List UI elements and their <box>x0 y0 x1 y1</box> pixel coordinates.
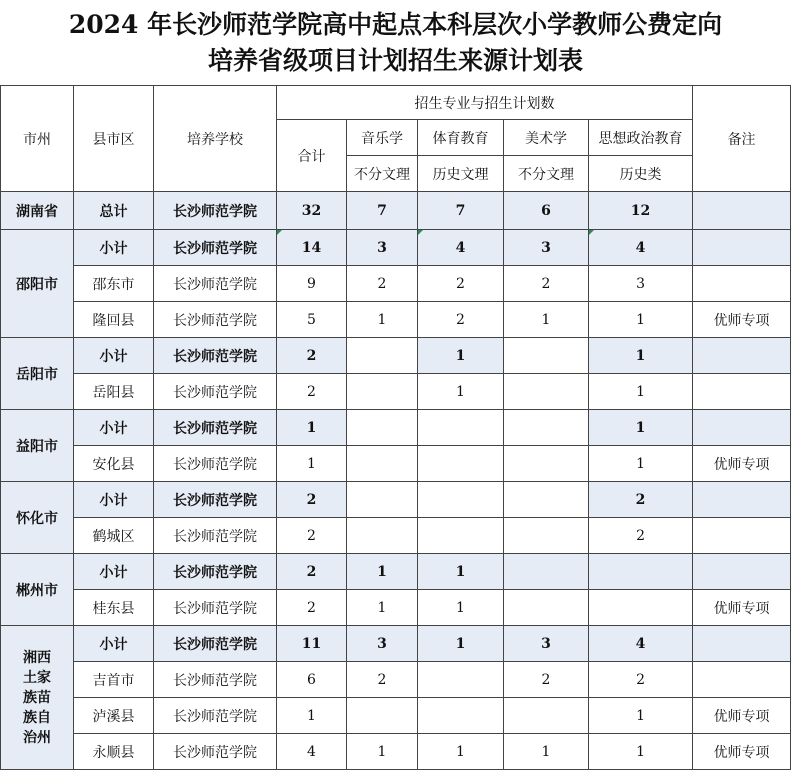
total-cell: 14 <box>277 230 347 266</box>
remark-cell <box>693 518 791 554</box>
remark-cell <box>693 230 791 266</box>
title-line-1: 2024 年长沙师范学院高中起点本科层次小学教师公费定向 <box>68 9 723 39</box>
county-row <box>1 266 791 302</box>
county-cell: 永顺县 <box>74 734 154 770</box>
county-cell: 小计 <box>74 482 154 518</box>
school-cell: 长沙师范学院 <box>154 302 277 338</box>
total-cell: 9 <box>277 266 347 302</box>
province-remark <box>693 192 791 230</box>
art-cell <box>504 482 589 518</box>
county-row <box>1 446 791 482</box>
city-name-text: 湘西土家族苗族自治州 <box>23 649 51 746</box>
county-cell: 小计 <box>74 338 154 374</box>
pe-cell: 1 <box>418 374 504 410</box>
total-cell: 1 <box>277 446 347 482</box>
art-cell <box>504 374 589 410</box>
pe-cell <box>418 662 504 698</box>
art-cell <box>504 590 589 626</box>
header-track-pe: 历史文理 <box>418 156 504 192</box>
school-cell: 长沙师范学院 <box>154 626 277 662</box>
school-cell: 长沙师范学院 <box>154 410 277 446</box>
county-row <box>1 590 791 626</box>
header-total: 合计 <box>277 120 347 192</box>
music-cell <box>347 698 418 734</box>
remark-cell <box>693 266 791 302</box>
politics-cell: 1 <box>589 302 693 338</box>
city-name <box>1 626 74 770</box>
province-politics: 12 <box>589 192 693 230</box>
header-major-art: 美术学 <box>504 120 589 156</box>
county-cell: 小计 <box>74 230 154 266</box>
total-cell: 1 <box>277 698 347 734</box>
remark-cell: 优师专项 <box>693 590 791 626</box>
pe-cell <box>418 410 504 446</box>
total-cell: 11 <box>277 626 347 662</box>
province-total: 32 <box>277 192 347 230</box>
music-cell: 1 <box>347 590 418 626</box>
county-row <box>1 518 791 554</box>
music-cell <box>347 482 418 518</box>
province-total-row <box>1 192 791 230</box>
county-cell: 吉首市 <box>74 662 154 698</box>
city-name: 邵阳市 <box>1 230 74 338</box>
total-cell: 1 <box>277 410 347 446</box>
pe-cell: 2 <box>418 266 504 302</box>
total-cell: 2 <box>277 590 347 626</box>
politics-cell <box>589 554 693 590</box>
header-track-art: 不分文理 <box>504 156 589 192</box>
politics-cell: 4 <box>589 626 693 662</box>
music-cell: 1 <box>347 554 418 590</box>
politics-cell: 1 <box>589 410 693 446</box>
remark-cell: 优师专项 <box>693 734 791 770</box>
pe-cell <box>418 698 504 734</box>
pe-cell: 1 <box>418 338 504 374</box>
county-cell: 安化县 <box>74 446 154 482</box>
art-cell: 2 <box>504 266 589 302</box>
city-name: 怀化市 <box>1 482 74 554</box>
art-cell <box>504 338 589 374</box>
county-row <box>1 374 791 410</box>
county-row <box>1 662 791 698</box>
province-music: 7 <box>347 192 418 230</box>
remark-cell: 优师专项 <box>693 446 791 482</box>
music-cell: 1 <box>347 302 418 338</box>
city-name: 郴州市 <box>1 554 74 626</box>
art-cell <box>504 446 589 482</box>
school-cell: 长沙师范学院 <box>154 698 277 734</box>
school-cell: 长沙师范学院 <box>154 518 277 554</box>
county-cell: 鹤城区 <box>74 518 154 554</box>
music-cell <box>347 338 418 374</box>
music-cell: 1 <box>347 734 418 770</box>
county-row <box>1 734 791 770</box>
total-cell: 2 <box>277 374 347 410</box>
remark-cell <box>693 482 791 518</box>
school-cell: 长沙师范学院 <box>154 374 277 410</box>
title-line-2: 培养省级项目计划招生来源计划表 <box>207 45 583 75</box>
school-cell: 长沙师范学院 <box>154 482 277 518</box>
subtotal-row <box>1 230 791 266</box>
document-title <box>0 0 791 85</box>
header-major-group: 招生专业与招生计划数 <box>277 86 693 120</box>
music-cell <box>347 410 418 446</box>
county-cell: 小计 <box>74 554 154 590</box>
music-cell <box>347 518 418 554</box>
pe-cell <box>418 446 504 482</box>
pe-cell: 1 <box>418 590 504 626</box>
music-cell <box>347 446 418 482</box>
city-name: 岳阳市 <box>1 338 74 410</box>
province-school: 长沙师范学院 <box>154 192 277 230</box>
header-track-music: 不分文理 <box>347 156 418 192</box>
politics-cell: 2 <box>589 482 693 518</box>
art-cell: 2 <box>504 662 589 698</box>
remark-cell: 优师专项 <box>693 302 791 338</box>
province-art: 6 <box>504 192 589 230</box>
pe-cell: 1 <box>418 554 504 590</box>
header-major-music: 音乐学 <box>347 120 418 156</box>
music-cell: 3 <box>347 230 418 266</box>
total-cell: 4 <box>277 734 347 770</box>
politics-cell: 1 <box>589 734 693 770</box>
politics-cell: 2 <box>589 518 693 554</box>
header-track-politics: 历史类 <box>589 156 693 192</box>
enrollment-plan-table <box>0 85 791 770</box>
pe-cell: 4 <box>418 230 504 266</box>
county-row <box>1 698 791 734</box>
music-cell: 2 <box>347 662 418 698</box>
total-cell: 5 <box>277 302 347 338</box>
politics-cell: 1 <box>589 698 693 734</box>
politics-cell: 2 <box>589 662 693 698</box>
art-cell: 1 <box>504 734 589 770</box>
art-cell: 3 <box>504 626 589 662</box>
school-cell: 长沙师范学院 <box>154 230 277 266</box>
pe-cell: 2 <box>418 302 504 338</box>
header-school: 培养学校 <box>154 86 277 192</box>
art-cell: 1 <box>504 302 589 338</box>
music-cell <box>347 374 418 410</box>
remark-cell <box>693 662 791 698</box>
header-county: 县市区 <box>74 86 154 192</box>
art-cell <box>504 554 589 590</box>
county-cell: 邵东市 <box>74 266 154 302</box>
header-city: 市州 <box>1 86 74 192</box>
art-cell <box>504 518 589 554</box>
remark-cell <box>693 554 791 590</box>
total-cell: 2 <box>277 518 347 554</box>
total-cell: 6 <box>277 662 347 698</box>
school-cell: 长沙师范学院 <box>154 338 277 374</box>
pe-cell <box>418 482 504 518</box>
remark-cell <box>693 338 791 374</box>
total-cell: 2 <box>277 482 347 518</box>
politics-cell <box>589 590 693 626</box>
province-pe: 7 <box>418 192 504 230</box>
province-name: 湖南省 <box>1 192 74 230</box>
county-cell: 隆回县 <box>74 302 154 338</box>
politics-cell: 3 <box>589 266 693 302</box>
header-major-pe: 体育教育 <box>418 120 504 156</box>
music-cell: 3 <box>347 626 418 662</box>
remark-cell <box>693 626 791 662</box>
county-cell: 泸溪县 <box>74 698 154 734</box>
politics-cell: 1 <box>589 338 693 374</box>
pe-cell: 1 <box>418 734 504 770</box>
pe-cell: 1 <box>418 626 504 662</box>
art-cell <box>504 698 589 734</box>
total-cell: 2 <box>277 554 347 590</box>
county-row <box>1 302 791 338</box>
subtotal-row <box>1 338 791 374</box>
subtotal-row <box>1 626 791 662</box>
school-cell: 长沙师范学院 <box>154 734 277 770</box>
county-cell: 岳阳县 <box>74 374 154 410</box>
header-major-politics: 思想政治教育 <box>589 120 693 156</box>
politics-cell: 1 <box>589 374 693 410</box>
school-cell: 长沙师范学院 <box>154 554 277 590</box>
city-name: 益阳市 <box>1 410 74 482</box>
province-label: 总计 <box>74 192 154 230</box>
school-cell: 长沙师范学院 <box>154 590 277 626</box>
music-cell: 2 <box>347 266 418 302</box>
pe-cell <box>418 518 504 554</box>
subtotal-row <box>1 554 791 590</box>
remark-cell <box>693 410 791 446</box>
school-cell: 长沙师范学院 <box>154 662 277 698</box>
art-cell <box>504 410 589 446</box>
subtotal-row <box>1 410 791 446</box>
remark-cell: 优师专项 <box>693 698 791 734</box>
county-cell: 小计 <box>74 410 154 446</box>
total-cell: 2 <box>277 338 347 374</box>
politics-cell: 1 <box>589 446 693 482</box>
remark-cell <box>693 374 791 410</box>
county-cell: 小计 <box>74 626 154 662</box>
school-cell: 长沙师范学院 <box>154 266 277 302</box>
county-cell: 桂东县 <box>74 590 154 626</box>
art-cell: 3 <box>504 230 589 266</box>
school-cell: 长沙师范学院 <box>154 446 277 482</box>
header-remark: 备注 <box>693 86 791 192</box>
politics-cell: 4 <box>589 230 693 266</box>
subtotal-row <box>1 482 791 518</box>
